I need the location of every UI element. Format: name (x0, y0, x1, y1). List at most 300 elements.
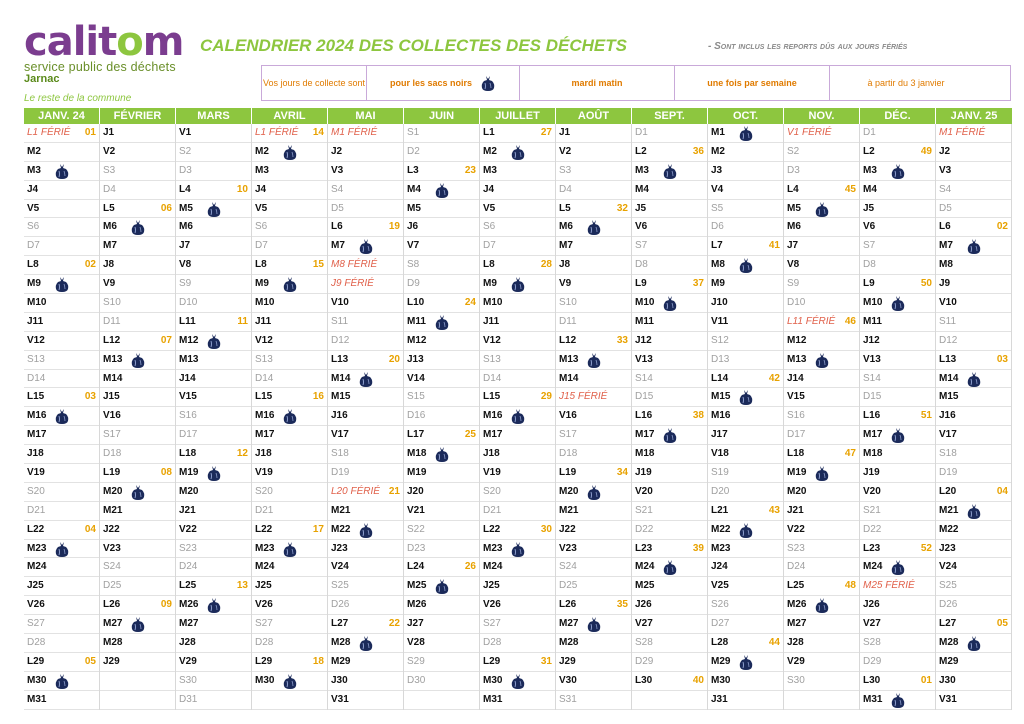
day-cell (100, 558, 175, 577)
month-header: DÉC. (860, 108, 936, 124)
day-label: V29 (179, 655, 197, 667)
day-cell (176, 351, 251, 370)
week-number: 27 (540, 127, 552, 138)
day-cell (24, 464, 99, 483)
day-cell (860, 634, 935, 653)
day-cell (936, 634, 1011, 653)
black-trash-bag-icon (434, 314, 450, 331)
day-cell (936, 407, 1011, 426)
day-cell (404, 162, 479, 181)
black-trash-bag-icon (130, 219, 146, 236)
day-label: M10 (635, 297, 655, 309)
day-cell (708, 596, 783, 615)
day-cell (860, 407, 935, 426)
day-cell (860, 483, 935, 502)
day-label: V27 (635, 618, 653, 630)
black-trash-bag-icon (358, 371, 374, 388)
day-label: M24 (635, 561, 655, 573)
day-label: V8 (787, 259, 800, 271)
week-number: 23 (464, 164, 476, 176)
day-cell (556, 313, 631, 332)
day-cell (100, 634, 175, 653)
day-cell (708, 691, 783, 710)
day-label: V18 (711, 448, 729, 460)
day-cell (632, 388, 707, 407)
day-cell (24, 653, 99, 672)
day-cell (252, 143, 327, 162)
day-label: J21 (787, 504, 804, 516)
info-frequency: une fois par semaine (675, 66, 830, 100)
day-label: V10 (939, 297, 957, 309)
day-label: S27 (27, 618, 45, 630)
day-label: M24 (27, 561, 47, 573)
day-cell (404, 502, 479, 521)
day-cell (176, 464, 251, 483)
day-cell (480, 351, 555, 370)
day-label: M22 (939, 523, 959, 535)
day-label: L29 (255, 655, 273, 667)
day-label: S6 (483, 221, 496, 233)
day-label: M18 (635, 448, 655, 460)
day-label: M7 (939, 240, 953, 252)
day-label: L6 (331, 221, 343, 233)
day-label: S20 (255, 485, 273, 497)
month-header: NOV. (784, 108, 860, 124)
month-header: JANV. 25 (950, 110, 998, 122)
day-label: S2 (179, 145, 192, 157)
day-cell (860, 445, 935, 464)
day-label: S6 (27, 221, 40, 233)
day-cell (784, 181, 859, 200)
day-label: L20 FÉRIÉ (331, 485, 380, 497)
calendar-header (24, 108, 1012, 124)
day-label: S27 (255, 618, 273, 630)
day-cell (24, 407, 99, 426)
day-label: M9 (27, 278, 41, 290)
day-label: S15 (407, 391, 425, 403)
black-trash-bag-icon (282, 144, 298, 161)
day-cell (708, 332, 783, 351)
week-number: 41 (768, 240, 780, 252)
day-label: D17 (787, 429, 806, 441)
day-cell (24, 558, 99, 577)
day-cell (936, 540, 1011, 559)
month-column (556, 124, 632, 710)
day-label: L10 (407, 297, 425, 309)
day-label: M17 (863, 429, 883, 441)
day-label: M6 (103, 221, 117, 233)
day-label: L30 (863, 674, 881, 686)
day-cell (252, 275, 327, 294)
day-label: S31 (559, 693, 577, 705)
day-label: S11 (939, 315, 957, 327)
day-label: M14 (103, 372, 123, 384)
black-trash-bag-icon (510, 408, 526, 425)
day-cell (556, 124, 631, 143)
day-label: M22 (711, 523, 731, 535)
day-cell (784, 653, 859, 672)
day-cell (404, 237, 479, 256)
day-label: D21 (483, 504, 502, 516)
day-label: L29 (27, 655, 45, 667)
day-label: J26 (863, 599, 880, 611)
day-label: J22 (559, 523, 576, 535)
day-cell (784, 351, 859, 370)
day-cell (784, 237, 859, 256)
day-cell (556, 143, 631, 162)
day-cell (860, 200, 935, 219)
black-trash-bag-icon (510, 276, 526, 293)
day-cell (24, 502, 99, 521)
day-label: S6 (255, 221, 268, 233)
day-cell (784, 124, 859, 143)
day-cell (936, 464, 1011, 483)
day-label: M26 (787, 599, 807, 611)
day-label: V21 (407, 504, 425, 516)
week-number: 39 (692, 542, 704, 554)
day-label: J22 (103, 523, 120, 535)
week-number: 35 (616, 599, 628, 611)
day-label: M15 (939, 391, 959, 403)
day-label: V5 (255, 202, 268, 214)
day-cell (556, 596, 631, 615)
day-label: S2 (787, 145, 800, 157)
day-cell (480, 521, 555, 540)
day-cell (176, 237, 251, 256)
day-cell (860, 653, 935, 672)
day-cell (176, 426, 251, 445)
day-label: S20 (483, 485, 501, 497)
day-cell (936, 313, 1011, 332)
page-title: CALENDRIER 2024 DES COLLECTES DES DÉCHETS (200, 36, 627, 55)
day-cell (480, 200, 555, 219)
day-cell (176, 558, 251, 577)
black-trash-bag-icon (54, 163, 70, 180)
day-cell (100, 237, 175, 256)
day-label: L22 (27, 523, 45, 535)
day-cell (252, 256, 327, 275)
day-cell (404, 351, 479, 370)
day-cell (328, 294, 403, 313)
black-trash-bag-icon (206, 333, 222, 350)
day-label: V26 (255, 599, 273, 611)
day-cell (100, 521, 175, 540)
month-column (708, 124, 784, 710)
day-cell (480, 181, 555, 200)
week-number: 38 (692, 410, 704, 422)
day-cell (708, 502, 783, 521)
day-cell (708, 237, 783, 256)
day-cell (100, 200, 175, 219)
day-cell (556, 445, 631, 464)
day-cell (24, 275, 99, 294)
day-label: M31 (863, 693, 883, 705)
day-label: M19 (407, 467, 427, 479)
day-cell (404, 124, 479, 143)
day-label: J1 (559, 127, 571, 138)
day-label: L1 FÉRIÉ (255, 127, 299, 138)
day-label: M2 (483, 145, 497, 157)
day-cell (784, 388, 859, 407)
day-cell (328, 218, 403, 237)
day-cell (784, 426, 859, 445)
empty-day-cell (100, 672, 175, 691)
day-cell (176, 445, 251, 464)
day-cell (556, 521, 631, 540)
week-number: 25 (464, 429, 476, 441)
day-label: S17 (559, 429, 577, 441)
day-label: L30 (635, 674, 653, 686)
day-label: D28 (255, 637, 274, 649)
day-label: L16 (635, 410, 653, 422)
day-label: M6 (787, 221, 801, 233)
day-label: J6 (407, 221, 419, 233)
day-cell (632, 124, 707, 143)
empty-day-cell (784, 691, 859, 710)
day-cell (252, 540, 327, 559)
day-cell (328, 407, 403, 426)
day-label: S18 (331, 448, 349, 460)
day-label: J1 (103, 127, 115, 138)
day-cell (176, 313, 251, 332)
day-cell (100, 407, 175, 426)
day-cell (936, 445, 1011, 464)
day-label: J12 (635, 334, 652, 346)
day-label: S13 (27, 353, 45, 365)
day-label: L1 (483, 127, 495, 138)
day-cell (24, 445, 99, 464)
day-label: D28 (483, 637, 502, 649)
day-label: L19 (103, 467, 121, 479)
day-label: V26 (27, 599, 45, 611)
day-label: M20 (179, 485, 199, 497)
day-cell (176, 521, 251, 540)
day-label: V8 (179, 259, 192, 271)
day-label: M15 (711, 391, 731, 403)
week-number: 12 (236, 448, 248, 460)
black-trash-bag-icon (434, 182, 450, 199)
day-cell (708, 200, 783, 219)
day-cell (404, 313, 479, 332)
day-label: V2 (559, 145, 572, 157)
day-label: J11 (255, 315, 272, 327)
black-trash-bag-icon (966, 503, 982, 520)
info-day: mardi matin (520, 66, 675, 100)
black-trash-bag-icon (738, 125, 754, 142)
day-label: L12 (103, 334, 121, 346)
info-waste-type (367, 66, 520, 100)
day-label: L9 (635, 278, 647, 290)
black-trash-bag-icon (814, 352, 830, 369)
week-number: 13 (236, 580, 248, 592)
day-label: V1 (179, 127, 192, 138)
day-cell (556, 691, 631, 710)
day-cell (100, 653, 175, 672)
day-cell (708, 370, 783, 389)
day-cell (404, 181, 479, 200)
day-cell (708, 351, 783, 370)
day-cell (708, 634, 783, 653)
day-cell (784, 483, 859, 502)
day-cell (328, 351, 403, 370)
day-cell (252, 464, 327, 483)
day-cell (252, 294, 327, 313)
black-trash-bag-icon (662, 295, 678, 312)
day-cell (24, 218, 99, 237)
day-cell (860, 256, 935, 275)
day-cell (708, 483, 783, 502)
day-label: S13 (255, 353, 273, 365)
day-cell (860, 143, 935, 162)
day-label: M6 (559, 221, 573, 233)
week-number: 21 (388, 485, 400, 497)
day-label: J4 (27, 183, 39, 195)
day-cell (176, 162, 251, 181)
day-label: J17 (711, 429, 728, 441)
day-label: S28 (863, 637, 881, 649)
day-label: M1 FÉRIÉ (331, 127, 378, 138)
day-label: V31 (331, 693, 349, 705)
month-column (480, 124, 556, 710)
day-cell (404, 577, 479, 596)
day-cell (480, 162, 555, 181)
day-cell (100, 294, 175, 313)
black-trash-bag-icon (966, 238, 982, 255)
day-label: J26 (635, 599, 652, 611)
day-cell (24, 181, 99, 200)
week-number: 50 (920, 278, 932, 290)
day-cell (480, 275, 555, 294)
day-label: L2 (863, 145, 875, 157)
day-cell (328, 200, 403, 219)
black-trash-bag-icon (510, 144, 526, 161)
day-cell (100, 313, 175, 332)
day-label: S12 (711, 334, 729, 346)
day-cell (936, 388, 1011, 407)
day-label: D31 (179, 693, 198, 705)
month-column (860, 124, 936, 710)
month-column (784, 124, 860, 710)
day-cell (860, 313, 935, 332)
week-number: 46 (844, 315, 856, 327)
day-label: J25 (255, 580, 272, 592)
week-number: 11 (237, 315, 248, 327)
day-cell (176, 370, 251, 389)
day-cell (404, 672, 479, 691)
day-cell (404, 388, 479, 407)
day-cell (100, 143, 175, 162)
day-label: S9 (179, 278, 192, 290)
day-cell (556, 388, 631, 407)
day-cell (784, 143, 859, 162)
day-cell (480, 124, 555, 143)
day-label: J29 (559, 655, 576, 667)
day-cell (936, 181, 1011, 200)
day-label: M29 (939, 655, 959, 667)
month-header: SEPT. (632, 108, 708, 124)
day-cell (404, 218, 479, 237)
day-label: D14 (255, 372, 274, 384)
day-label: D8 (863, 259, 876, 271)
day-label: M16 (483, 410, 503, 422)
day-label: J7 (787, 240, 799, 252)
day-cell (252, 521, 327, 540)
day-cell (708, 218, 783, 237)
day-cell (328, 691, 403, 710)
day-label: S9 (787, 278, 800, 290)
day-label: S10 (559, 297, 577, 309)
day-cell (24, 577, 99, 596)
day-label: V15 (787, 391, 805, 403)
day-cell (556, 332, 631, 351)
day-label: S13 (483, 353, 501, 365)
day-label: V22 (179, 523, 197, 535)
day-cell (632, 558, 707, 577)
day-label: S14 (863, 372, 881, 384)
day-cell (556, 577, 631, 596)
day-label: D7 (255, 240, 268, 252)
day-cell (632, 313, 707, 332)
day-cell (784, 521, 859, 540)
day-label: L23 (635, 542, 653, 554)
day-cell (632, 332, 707, 351)
day-cell (404, 256, 479, 275)
day-label: M31 (483, 693, 503, 705)
day-cell (404, 483, 479, 502)
black-trash-bag-icon (282, 276, 298, 293)
day-cell (24, 351, 99, 370)
day-cell (480, 426, 555, 445)
commune-name: Jarnac (24, 73, 60, 85)
day-label: V5 (483, 202, 496, 214)
day-cell (860, 388, 935, 407)
day-label: D7 (27, 240, 40, 252)
week-number: 05 (84, 655, 96, 667)
day-label: V6 (863, 221, 876, 233)
week-number: 20 (388, 353, 400, 365)
day-cell (404, 596, 479, 615)
week-number: 04 (996, 485, 1008, 497)
day-label: M12 (179, 334, 199, 346)
day-label: L27 (939, 618, 957, 630)
day-label: M8 FÉRIÉ (331, 259, 378, 271)
week-number: 06 (160, 202, 172, 214)
day-label: S14 (635, 372, 653, 384)
day-cell (328, 388, 403, 407)
black-trash-bag-icon (130, 352, 146, 369)
day-label: S24 (103, 561, 121, 573)
day-label: D5 (939, 202, 952, 214)
month-header: AVRIL (252, 108, 328, 124)
day-label: S10 (103, 297, 121, 309)
day-cell (252, 672, 327, 691)
day-label: M5 (407, 202, 421, 214)
black-trash-bag-icon (510, 673, 526, 690)
day-cell (24, 521, 99, 540)
black-trash-bag-icon (54, 541, 70, 558)
day-cell (100, 426, 175, 445)
week-number: 04 (84, 523, 96, 535)
day-label: M6 (179, 221, 193, 233)
day-label: L3 (407, 164, 419, 176)
day-label: J20 (407, 485, 424, 497)
day-label: J19 (635, 467, 652, 479)
day-label: D24 (787, 561, 806, 573)
day-cell (252, 596, 327, 615)
day-cell (252, 370, 327, 389)
day-label: M13 (179, 353, 199, 365)
day-cell (936, 332, 1011, 351)
